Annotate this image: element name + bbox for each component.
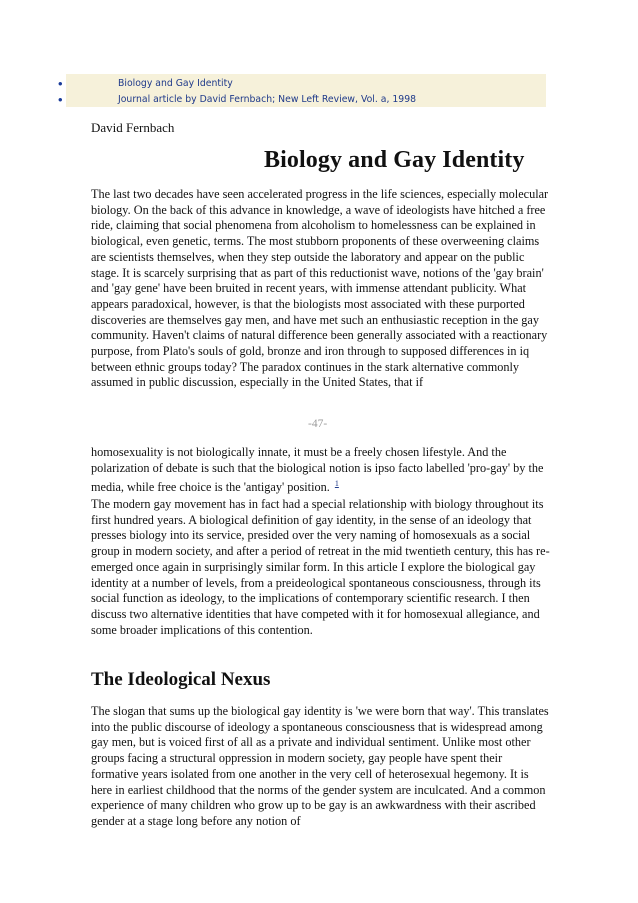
- paragraph-continuation: [91, 445, 551, 496]
- page-title: Biology and Gay Identity: [264, 147, 525, 173]
- paragraph-ideological-nexus: The slogan that sums up the biological gay identity is 'we were born that way'. This translates into the public discourse of ideology a spontaneous consciousness that is widespread among gay men, but is voiced first of all as a private and individual sentiment. Unlike most other groups facing a structural oppression in modern society, gay people have spent their formative years isolated from one another in the very cell of heterosexual hegemony. It is here in earliest childhood that the norms of the gender system are inculcated. And a common experience of many children who grow up to be gay is an awkwardness with their ascribed gender at a stage long before any notion of: [91, 704, 549, 828]
- page-number: -47-: [308, 418, 328, 430]
- bullet-icon: •: [58, 92, 63, 107]
- citation-line: Journal article by David Fernbach; New Left Review, Vol. a, 1998: [118, 94, 417, 105]
- paragraph-intro: The last two decades have seen accelerated progress in the life sciences, especially molecular biology. On the back of this advance in knowledge, a wave of ideologists have hitched a free ride, claiming that social phenomena from alcoholism to homelessness can be explained in biological, even genetic, terms. The most stubborn proponents of these overweening claims are scientists themselves, when they step outside the laboratory and appear on the public stage. It is scarcely surprising that as part of this reductionist wave, notions of the 'gay brain' and 'gay gene' have been bruited in recent years, with immense attendant publicity. What appears paradoxical, however, is that the biologists most associated with these purported discoveries are themselves gay men, and have met such an enthusiastic reception in the gay community. Haven't claims of natural difference been generally associated with a reactionary purpose, from Plato's souls of gold, bronze and iron through to supposed differences in iq between ethnic groups today? The paradox continues in the stark alternative commonly assumed in public discussion, especially in the United States, that if: [91, 187, 549, 390]
- author-name: David Fernbach: [91, 120, 175, 135]
- footnote-link[interactable]: 1: [334, 479, 339, 489]
- section-heading: The Ideological Nexus: [91, 669, 271, 690]
- paragraph-movement: The modern gay movement has in fact had a special relationship with biology throughout its first hundred years. A biological definition of gay identity, in the sense of an ideology that presses biology into its service, presided over the very naming of homosexuals as a social group in modern society, and after a period of retreat in the mid twentieth century, this has re-emerged once again in surprisingly similar form. In this article I explore the biological gay identity at a number of levels, from a preideological spontaneous consciousness, through its social function as ideology, to the implications of contemporary scientific research. I then discuss two alternative identities that have competed with it for homosexual allegiance, and some broader implications of this contention.: [91, 497, 550, 637]
- article-title-link[interactable]: Biology and Gay Identity: [118, 78, 233, 89]
- paragraph-continuation-text: homosexuality is not biologically innate, it must be a freely chosen lifestyle. And the polarization of debate is such that the biological notion is ipso facto labelled 'pro-gay' by the media, while free choice is the 'antigay' position.: [91, 445, 544, 495]
- bullet-icon: •: [58, 76, 63, 91]
